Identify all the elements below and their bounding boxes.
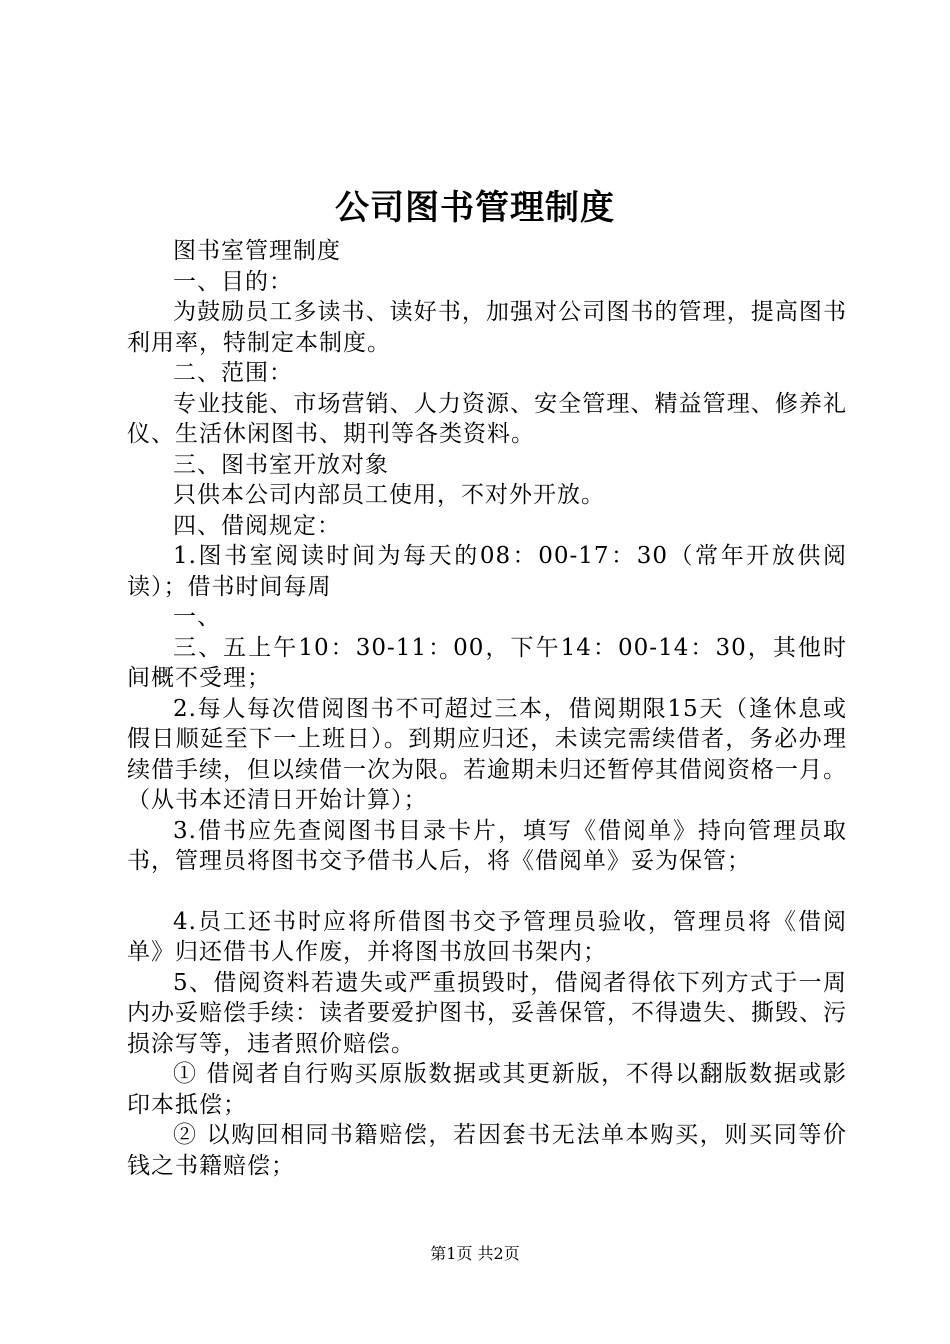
paragraph-section-audience: 三、图书室开放对象 bbox=[173, 451, 389, 478]
paragraph-section-purpose: 一、目的： bbox=[173, 268, 293, 295]
paragraph-rule-2: 2.每人每次借阅图书不可超过三本，借阅期限15天（逢休息或假日顺延至下一上班日）。到期应归还，未读完需续借者，务必办理续借手续，但以续借一次为限。若逾期未归还暂停其借阅资格一月。（从书本还清日开始计算）； bbox=[127, 695, 847, 813]
paragraph-compensation-1: ① 借阅者自行购买原版数据或其更新版，不得以翻版数据或影印本抵偿； bbox=[127, 1061, 847, 1118]
paragraph-section-scope: 二、范围： bbox=[173, 360, 293, 386]
paragraph-compensation-2: ② 以购回相同书籍赔偿，若因套书无法单本购买，则买同等价钱之书籍赔偿； bbox=[127, 1122, 847, 1179]
paragraph-rule-1-days-a: 一、 bbox=[173, 604, 221, 630]
paragraph-purpose-text: 为鼓励员工多读书、读好书，加强对公司图书的管理，提高图书利用率，特制定本制度。 bbox=[127, 299, 847, 356]
page-number-footer: 第1页 共2页 bbox=[430, 1244, 520, 1263]
paragraph-rule-3: 3.借书应先查阅图书目录卡片，填写《借阅单》持向管理员取书，管理员将图书交予借书人后，将《借阅单》妥为保管； bbox=[127, 817, 847, 874]
document-title: 公司图书管理制度 bbox=[335, 188, 615, 228]
paragraph-rule-5: 5、借阅资料若遗失或严重损毁时，借阅者得依下列方式于一周内办妥赔偿手续：读者要爱护图书，妥善保管，不得遗失、撕毁、污损涂写等，违者照价赔偿。 bbox=[127, 969, 847, 1057]
paragraph-rule-1: 1.图书室阅读时间为每天的08：00-17：30（常年开放供阅读）；借书时间每周 bbox=[127, 543, 847, 600]
paragraph-rule-4: 4.员工还书时应将所借图书交予管理员验收，管理员将《借阅单》归还借书人作废，并将图书放回书架内； bbox=[127, 908, 847, 965]
paragraph-scope-text: 专业技能、市场营销、人力资源、安全管理、精益管理、修养礼仪、生活休闲图书、期刊等各类资料。 bbox=[127, 390, 847, 447]
paragraph-spacer bbox=[127, 877, 847, 907]
document-body bbox=[127, 236, 847, 1181]
paragraph-library-rules-heading: 图书室管理制度 bbox=[173, 238, 341, 264]
paragraph-section-borrowing: 四、借阅规定： bbox=[173, 512, 341, 539]
paragraph-rule-1-days-b: 三、五上午10：30-11：00，下午14：00-14：30，其他时间概不受理； bbox=[127, 634, 847, 691]
paragraph-audience-text: 只供本公司内部员工使用，不对外开放。 bbox=[173, 482, 605, 508]
